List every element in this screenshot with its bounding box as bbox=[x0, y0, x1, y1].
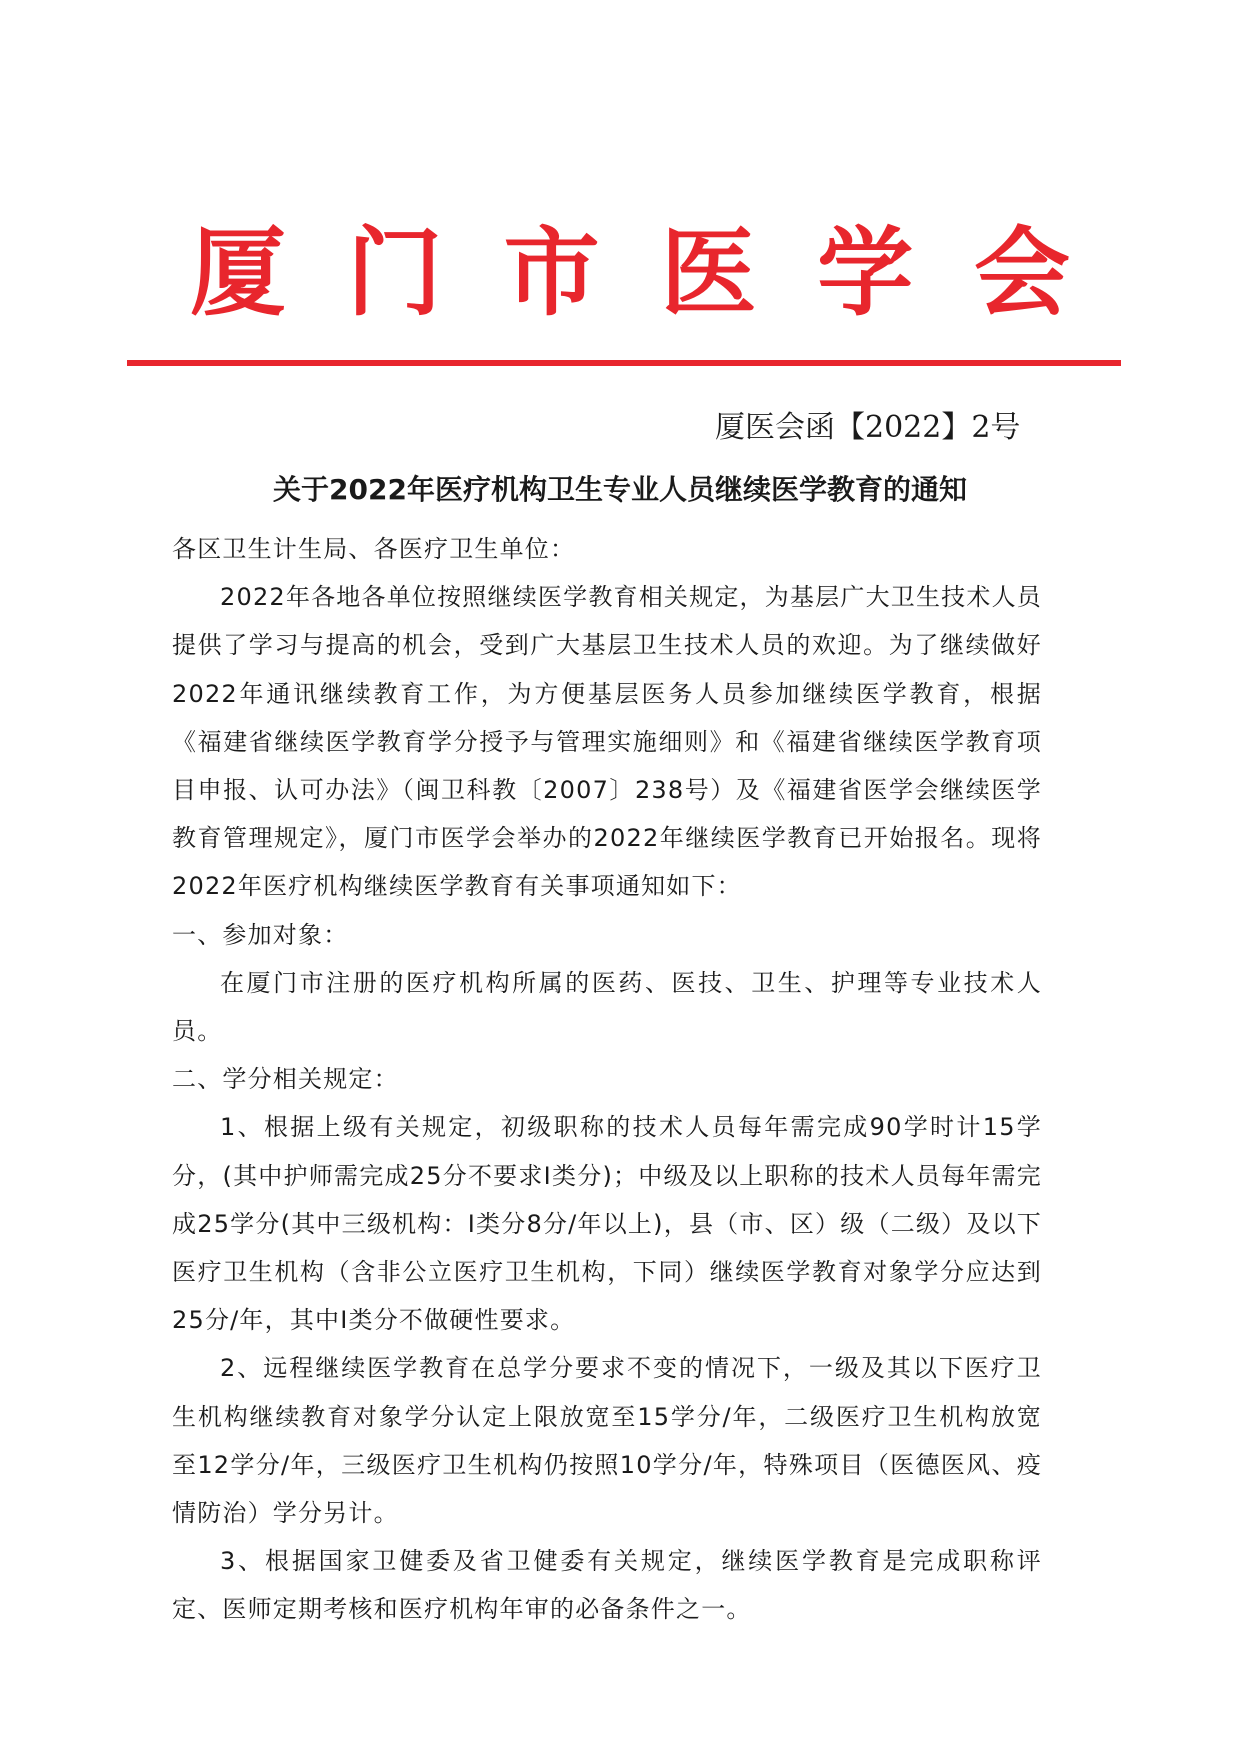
org-name-char: 门 bbox=[346, 216, 443, 329]
salutation: 各区卫生计生局、各医疗卫生单位： bbox=[172, 535, 576, 563]
document-number: 厦医会函【2022】2号 bbox=[715, 410, 1021, 445]
section-2-heading: 二、学分相关规定： bbox=[172, 1065, 399, 1094]
header-red-divider bbox=[127, 360, 1121, 366]
notice-body bbox=[172, 525, 1042, 1634]
section-2-item-3: 3、根据国家卫健委及省卫健委有关规定，继续医学教育是完成职称评定、医师定期考核和医疗机构年审的必备条件之一。 bbox=[172, 1547, 1042, 1624]
org-name-char: 市 bbox=[503, 216, 600, 329]
section-2-item-2: 2、远程继续医学教育在总学分要求不变的情况下，一级及其以下医疗卫生机构继续教育对象学分认定上限放宽至15学分/年，二级医疗卫生机构放宽至12学分/年，三级医疗卫生机构仍按照10学分/年，特殊项目（医德医风、疫情防治）学分另计。 bbox=[172, 1354, 1042, 1528]
org-name-char: 会 bbox=[973, 216, 1070, 329]
intro-paragraph: 2022年各地各单位按照继续医学教育相关规定，为基层广大卫生技术人员提供了学习与提高的机会，受到广大基层卫生技术人员的欢迎。为了继续做好2022年通讯继续教育工作，为方便基层医务人员参加继续医学教育，根据《福建省继续医学教育学分授予与管理实施细则》和《福建省继续医学教育项目申报、认可办法》（闽卫科教〔2007〕238号）及《福建省医学会继续医学教育管理规定》，厦门市医学会举办的2022年继续医学教育已开始报名。现将2022年医疗机构继续医学教育有关事项通知如下： bbox=[172, 583, 1042, 901]
org-name-char: 学 bbox=[817, 216, 914, 329]
section-2-item-1: 1、根据上级有关规定，初级职称的技术人员每年需完成90学时计15学分，(其中护师需完成25分不要求Ⅰ类分)；中级及以上职称的技术人员每年需完成25学分(其中三级机构：Ⅰ类分8分/年以上)，县（市、区）级（二级）及以下医疗卫生机构（含非公立医疗卫生机构，下同）继续医学教育对象学分应达到25分/年，其中Ⅰ类分不做硬性要求。 bbox=[172, 1113, 1042, 1335]
organization-name-header bbox=[190, 218, 1070, 328]
notice-title: 关于2022年医疗机构卫生专业人员继续医学教育的通知 bbox=[273, 473, 967, 506]
section-1-body: 在厦门市注册的医疗机构所属的医药、医技、卫生、护理等专业技术人员。 bbox=[172, 968, 1042, 1046]
section-1-heading: 一、参加对象： bbox=[172, 920, 349, 949]
org-name-char: 厦 bbox=[190, 216, 286, 329]
org-name-char: 医 bbox=[660, 216, 757, 329]
